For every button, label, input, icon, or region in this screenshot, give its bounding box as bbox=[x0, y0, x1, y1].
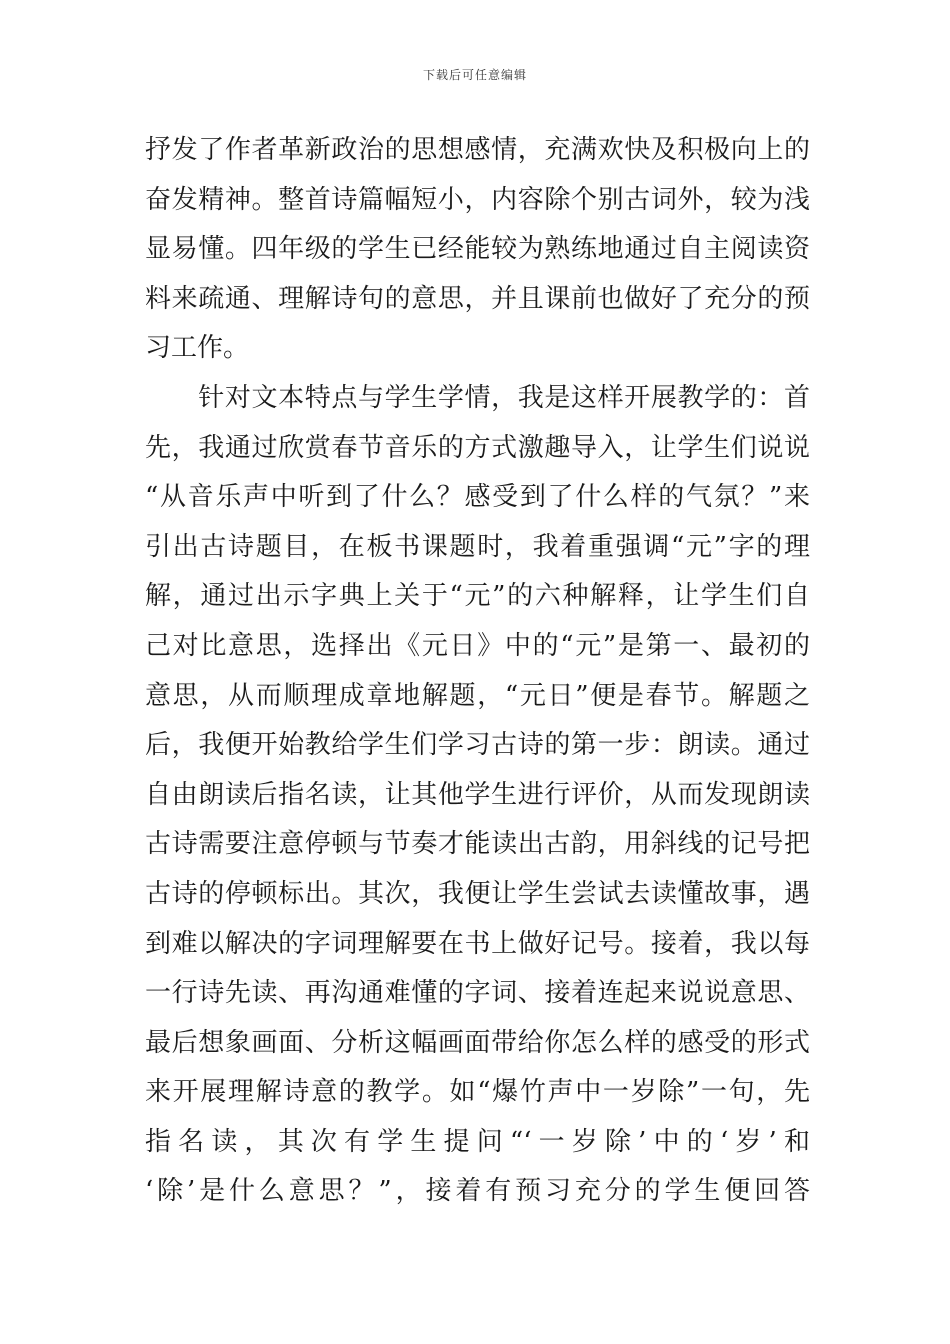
text-line: 后，我便开始教给学生们学习古诗的第一步：朗读。通过 bbox=[145, 730, 810, 761]
text-line: 引出古诗题目，在板书课题时，我着重强调“元”字的理 bbox=[145, 531, 810, 562]
text-line: 意思，从而顺理成章地解题，“元日”便是春节。解题之 bbox=[145, 680, 810, 711]
text-line: 来开展理解诗意的教学。如“爆竹声中一岁除”一句，先 bbox=[145, 1077, 810, 1108]
page-header: 下载后可任意编辑 bbox=[422, 68, 527, 82]
text-line: 古诗的停顿标出。其次，我便让学生尝试去读懂故事，遇 bbox=[145, 878, 810, 909]
text-line: 针对文本特点与学生学情，我是这样开展教学的：首 bbox=[145, 382, 810, 413]
text-line: 指名读，其次有学生提问“‘一岁除’中的‘岁’和 bbox=[145, 1126, 810, 1157]
text-line: 抒发了作者革新政治的思想感情，充满欢快及积极向上的 bbox=[145, 135, 810, 165]
text-line: “从音乐声中听到了什么？感受到了什么样的气氛？”来 bbox=[145, 482, 810, 513]
text-line: 古诗需要注意停顿与节奏才能读出古韵，用斜线的记号把 bbox=[145, 829, 810, 860]
text-line: 显易懂。四年级的学生已经能较为熟练地通过自主阅读资 bbox=[145, 234, 810, 265]
text-line: 一行诗先读、再沟通难懂的字词、接着连起来说说意思、 bbox=[145, 978, 810, 1009]
text-line: 解，通过出示字典上关于“元”的六种解释，让学生们自 bbox=[145, 581, 810, 612]
text-line: 习工作。 bbox=[145, 333, 250, 364]
text-line: 自由朗读后指名读，让其他学生进行评价，从而发现朗读 bbox=[145, 779, 810, 810]
text-line: 到难以解决的字词理解要在书上做好记号。接着，我以每 bbox=[145, 928, 810, 959]
text-line: 料来疏通、理解诗句的意思，并且课前也做好了充分的预 bbox=[145, 283, 810, 314]
text-line: ‘除’是什么意思？”，接着有预习充分的学生便回答 bbox=[145, 1176, 810, 1207]
text-line: 先，我通过欣赏春节音乐的方式激趣导入，让学生们说说 bbox=[145, 432, 810, 463]
text-line: 最后想象画面、分析这幅画面带给你怎么样的感受的形式 bbox=[145, 1027, 810, 1058]
paragraph bbox=[145, 126, 810, 374]
body-text bbox=[145, 126, 810, 1217]
text-line: 奋发精神。整首诗篇幅短小，内容除个别古词外，较为浅 bbox=[145, 184, 810, 215]
text-line: 己对比意思，选择出《元日》中的“元”是第一、最初的 bbox=[145, 630, 810, 661]
paragraph bbox=[145, 374, 810, 1217]
